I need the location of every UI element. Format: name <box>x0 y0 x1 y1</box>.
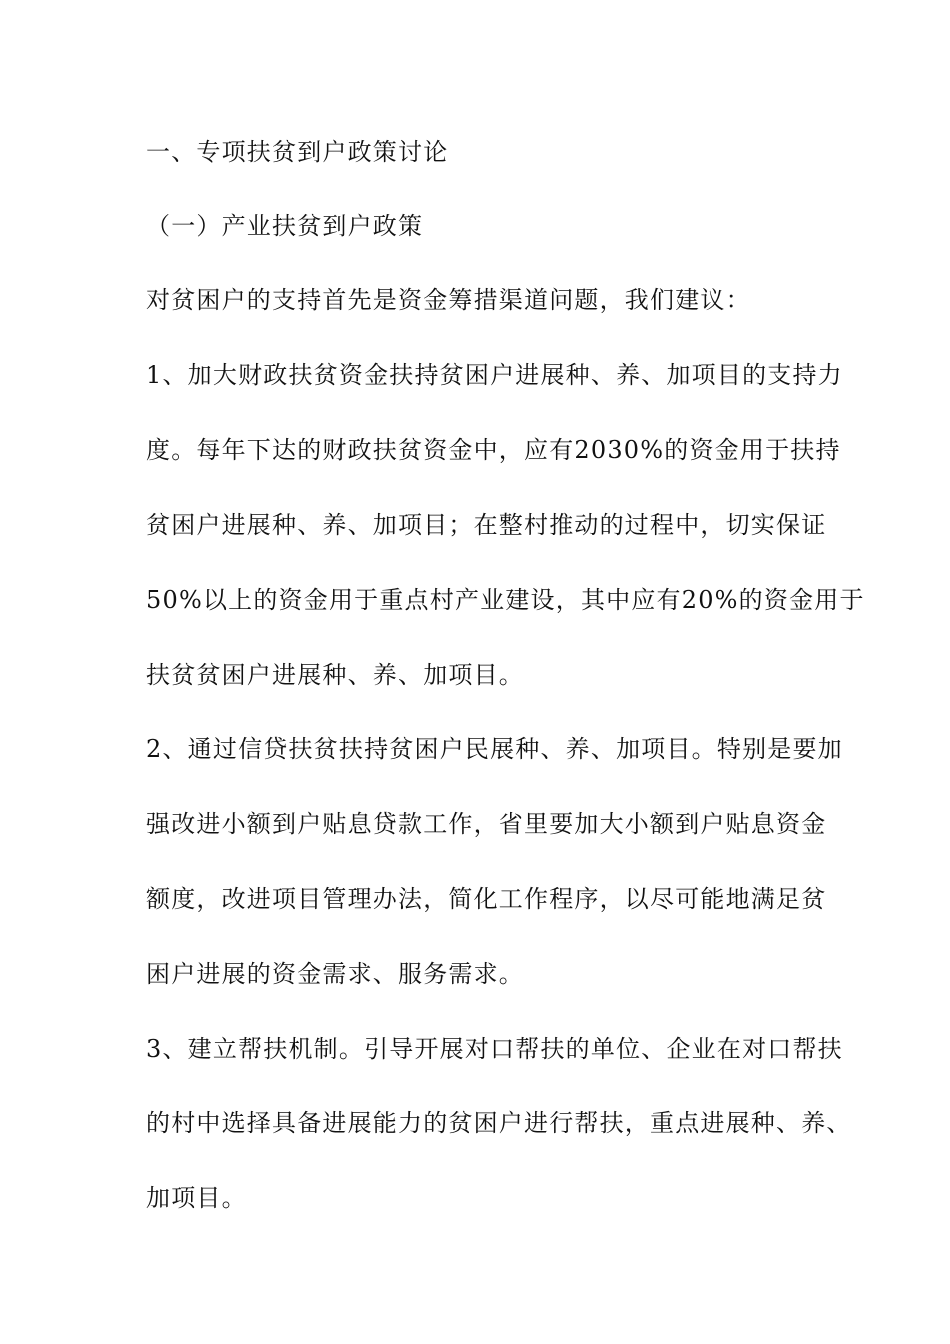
paragraph-line: 3、建立帮扶机制。引导开展对口帮扶的单位、企业在对口帮扶 <box>146 1035 843 1063</box>
paragraph-line: 额度，改进项目管理办法，简化工作程序，以尽可能地满足贫 <box>146 885 827 913</box>
paragraph-intro: 对贫困户的支持首先是资金筹措渠道问题，我们建议： <box>146 286 751 314</box>
paragraph-line: 1、加大财政扶贫资金扶持贫困户进展种、养、加项目的支持力 <box>146 361 843 389</box>
section-heading: 一、专项扶贫到户政策讨论 <box>146 138 449 166</box>
paragraph-line: 贫困户进展种、养、加项目；在整村推动的过程中，切实保证 <box>146 511 827 539</box>
paragraph-line: 2、通过信贷扶贫扶持贫困户民展种、养、加项目。特别是要加 <box>146 735 843 763</box>
paragraph-line: 强改进小额到户贴息贷款工作，省里要加大小额到户贴息资金 <box>146 810 827 838</box>
paragraph-line: 加项目。 <box>146 1184 247 1212</box>
paragraph-line: 扶贫贫困户进展种、养、加项目。 <box>146 661 524 689</box>
paragraph-line: 困户进展的资金需求、服务需求。 <box>146 960 524 988</box>
paragraph-line: 50%以上的资金用于重点村产业建设，其中应有20%的资金用于 <box>146 586 865 614</box>
subsection-heading: （一）产业扶贫到户政策 <box>146 212 424 240</box>
paragraph-line: 的村中选择具备进展能力的贫困户进行帮扶，重点进展种、养、 <box>146 1109 852 1137</box>
paragraph-line: 度。每年下达的财政扶贫资金中，应有2030%的资金用于扶持 <box>146 436 841 464</box>
